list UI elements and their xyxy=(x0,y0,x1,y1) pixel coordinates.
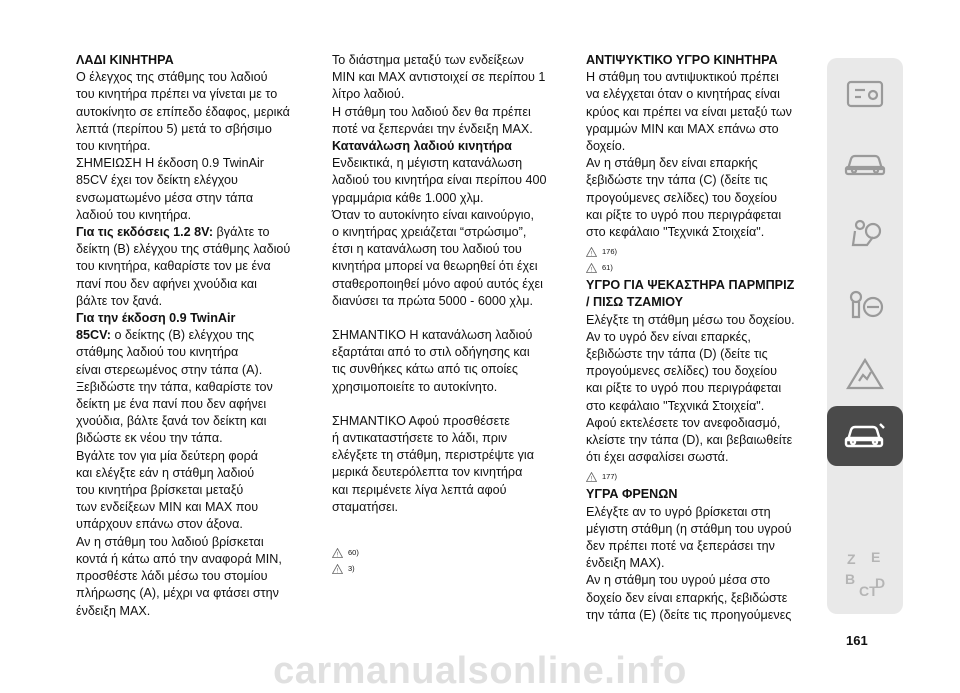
section-heading-washer-fluid: ΥΓΡΟ ΓΙΑ ΨΕΚΑΣΤΗΡΑ ΠΑΡΜΠΡΙΖ / ΠΙΣΩ ΤΖΑΜΙΟΥ xyxy=(586,278,795,310)
svg-text:!: ! xyxy=(336,552,339,559)
column-1 xyxy=(76,52,312,620)
tab-car[interactable] xyxy=(827,134,903,194)
svg-text:Z: Z xyxy=(847,551,856,567)
paragraph: Η στάθμη του αντιψυκτικού πρέπει να ελέγχεται όταν ο κινητήρας είναι κρύος και πρέπει να είναι μεταξύ των γραμμών MIN και MAX επάνω στο δοχείο. Αν η στάθμη δεν είναι επαρκής ξεβιδώστε την τάπα (C) (δείτε τις προγούμενες σελίδες) του δοχείου και ρίξτε το υγρό που περιγράφεται στο κεφάλαιο "Τεχνικά Στοιχεία". xyxy=(586,70,792,240)
section-heading-oil-consumption: Κατανάλωση λαδιού κινητήρα xyxy=(332,139,512,154)
watermark: carmanualsonline.info xyxy=(273,650,687,692)
svg-text:!: ! xyxy=(336,568,339,575)
airbag-icon xyxy=(845,217,885,251)
warning-ref: ! 60) xyxy=(332,548,568,558)
tab-starting-driving[interactable] xyxy=(827,274,903,334)
column-2 xyxy=(332,52,568,578)
tab-emergency[interactable] xyxy=(827,344,903,404)
paragraph: Ελέγξτε τη στάθμη μέσω του δοχείου. Αν το υγρό δεν είναι επαρκές, ξεβιδώστε την τάπα (D) (δείτε τις προγούμενες σελίδες) του δοχείου και ρίξτε το υγρό που περιγράφεται στο κεφάλαιο "Τεχνικά Στοιχεία". Αφού εκτελέσετε τον ανεφοδιασμό, κλείστε την τάπα (D), και βεβαιωθείτε ότι έχει ασφαλίσει σωστά. xyxy=(586,312,795,465)
tab-index[interactable] xyxy=(827,540,903,608)
tab-maintenance[interactable] xyxy=(827,406,903,466)
tab-safety[interactable] xyxy=(827,204,903,264)
section-heading-coolant: ΑΝΤΙΨΥΚΤΙΚΟ ΥΓΡΟ ΚΙΝΗΤΗΡΑ xyxy=(586,53,778,67)
svg-text:!: ! xyxy=(590,251,593,258)
paragraph: ΣΗΜΑΝΤΙΚΟ Η κατανάλωση λαδιού εξαρτάται από το στιλ οδήγησης και τις συνθήκες κάτω από τις οποίες χρησιμοποιείτε το αυτοκίνητο. xyxy=(332,328,533,394)
inline-heading: Για τις εκδόσεις 1.2 8V: xyxy=(76,225,214,240)
car-maintenance-icon xyxy=(842,420,888,452)
paragraph: ΣΗΜΑΝΤΙΚΟ Αφού προσθέσετε ή αντικαταστήσετε το λάδι, πριν ελέγξετε τη στάθμη, περιστρέψτε για μερικά δευτερόλεπτα τον κινητήρα και περιμένετε λίγα λεπτά αφού σταματήσει. xyxy=(332,413,534,514)
section-heading-brake-fluid: ΥΓΡΑ ΦΡΕΝΩΝ xyxy=(586,487,678,502)
warning-icon xyxy=(586,247,597,257)
svg-text:!: ! xyxy=(590,477,593,483)
paragraph: Ο έλεγχος της στάθμης του λαδιού του κινητήρα πρέπει να γίνεται με το αυτοκίνητο σε επίπεδο έδαφος, μερικά λεπτά (περίπου 5) μετά το σβήσιμο του κινητήρα. ΣΗΜΕΙΩΣΗ Η έκδοση 0.9 TwinAir 85CV έχει τον δείκτη ελέγχου ενσωματωμένο μέσα στην τάπα λαδιού του κινητήρα. xyxy=(76,70,290,222)
page-number: 161 xyxy=(846,633,868,648)
svg-text:!: ! xyxy=(590,267,593,274)
paragraph: Το διάστημα μεταξύ των ενδείξεων MIN και MAX αντιστοιχεί σε περίπου 1 λίτρο λαδιού. Η στάθμη του λαδιού δεν θα πρέπει ποτέ να ξεπερνάει την ένδειξη MAX. xyxy=(332,53,546,136)
svg-text:B: B xyxy=(845,571,856,587)
warning-icon xyxy=(332,564,343,574)
section-heading-engine-oil: ΛΑΔΙ ΚΙΝΗΤΗΡΑ xyxy=(76,53,174,67)
warning-icon xyxy=(586,472,597,482)
warning-ref: ! 3) xyxy=(332,564,568,574)
warning-ref: ! 177) xyxy=(586,472,822,482)
paragraph: ο δείκτης (B) ελέγχου της στάθμης λαδιού του κινητήρα είναι στερεωμένος στην τάπα (A). Ξεβιδώστε την τάπα, καθαρίστε τον δείκτη με ένα πανί που δεν αφήνει χνούδια, βάλτε ξανά τον δείκτη και βιδώστε εκ νέου την τάπα. Βγάλτε τον για μία δεύτερη φορά και ελέγξτε εάν η στάθμη λαδιού του κινητήρα βρίσκεται μεταξύ των ενδείξεων MIN και MAX που υπάρχουν επάνω στον άξονα. Αν η στάθμη του λαδιού βρίσκεται κοντά ή κάτω από την αναφορά MIN, προσθέστε λάδι μέσω του στομίου πλήρωσης (A), μέχρι να φτάσει στην ένδειξη MAX. xyxy=(76,328,282,618)
paragraph: Ενδεικτικά, η μέγιστη κατανάλωση λαδιού του κινητήρα είναι περίπου 400 γραμμάρια κάθε 1.000 χλμ. Όταν το αυτοκίνητο είναι καινούργιο, ο κινητήρας χρειάζεται “στρώσιμο”, έτσι η κατανάλωση του λαδιού του κινητήρα μπορεί να θεωρηθεί ότι έχει σταθεροποιηθεί μόνο αφού αυτός έχει διανύσει τα πρώτα 5000 - 6000 χλμ. xyxy=(332,156,547,308)
warning-triangle-icon xyxy=(845,357,885,391)
warning-icon xyxy=(586,263,597,273)
svg-text:CT: CT xyxy=(859,583,878,599)
car-icon xyxy=(843,149,887,179)
paragraph: Ελέγξτε αν το υγρό βρίσκεται στη μέγιστη στάθμη (η στάθμη του υγρού δεν πρέπει ποτέ να ξεπεράσει την ένδειξη MAX). Αν η στάθμη του υγρού μέσα στο δοχείο δεν είναι επαρκής, ξεβιδώστε την τάπα (E) (δείτε τις προηγούμενες xyxy=(586,504,792,622)
warning-icon xyxy=(332,548,343,558)
alphabet-index-icon xyxy=(841,546,889,602)
steering-icon xyxy=(845,287,885,321)
warning-ref: ! 61) xyxy=(586,263,822,273)
inline-heading: Για την έκδοση 0.9 TwinAir 85CV: xyxy=(76,311,236,343)
column-3 xyxy=(586,52,822,624)
svg-text:D: D xyxy=(875,575,886,591)
dashboard-icon xyxy=(845,78,885,110)
warning-ref: ! 176) xyxy=(586,247,822,257)
tab-dashboard[interactable] xyxy=(827,64,903,124)
paragraph: βγάλτε το δείκτη (B) ελέγχου της στάθμης λαδιού του κινητήρα, καθαρίστε τον με ένα πανί που δεν αφήνει χνούδια και βάλτε τον ξανά. xyxy=(76,225,291,308)
svg-text:E: E xyxy=(871,549,881,565)
